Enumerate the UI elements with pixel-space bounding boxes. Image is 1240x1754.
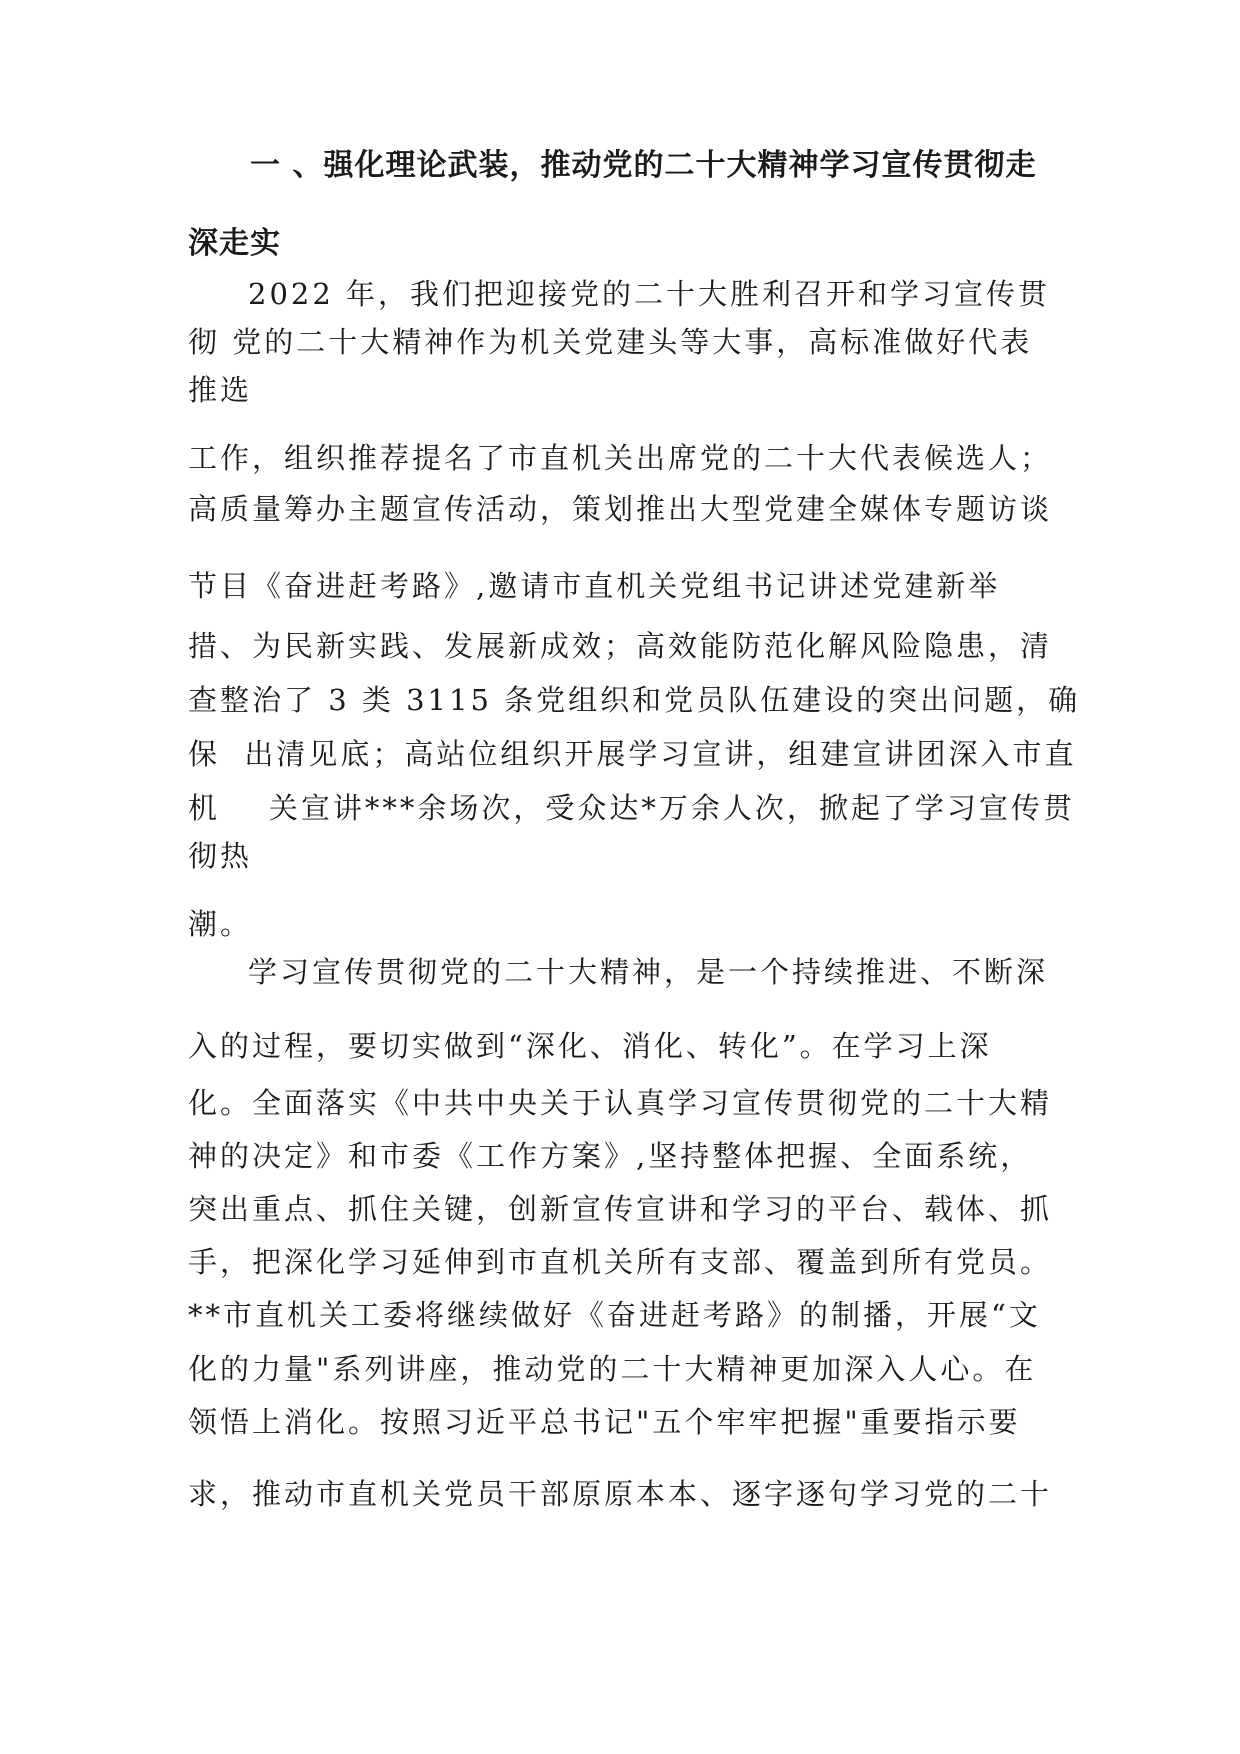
paragraph-1-line-6: 节目《奋进赶考路》,邀请市直机关党组书记讲述党建新举 bbox=[188, 569, 1001, 603]
paragraph-2-line-1: 学习宣传贯彻党的二十大精神，是一个持续推进、不断深 bbox=[248, 955, 1049, 989]
paragraph-1-line-8: 查整治了 3 类 3115 条党组织和党员队伍建设的突出问题，确 bbox=[188, 683, 1081, 717]
paragraph-2-line-6: 手，把深化学习延伸到市直机关所有支部、覆盖到所有党员。 bbox=[188, 1245, 1053, 1279]
section-heading-line-1: 一 、强化理论武装，推动党的二十大精神学习宣传贯彻走 bbox=[250, 148, 1037, 183]
paragraph-2-line-7: **市直机关工委将继续做好《奋进赶考路》的制播，开展“文 bbox=[188, 1298, 1041, 1332]
section-heading-line-2: 深走实 bbox=[188, 226, 281, 261]
paragraph-2-line-9: 领悟上消化。按照习近平总书记"五个牢牢把握"重要指示要 bbox=[188, 1405, 1021, 1439]
paragraph-2-line-5: 突出重点、抓住关键，创新宣传宣讲和学习的平台、载体、抓 bbox=[188, 1192, 1053, 1226]
paragraph-2-line-10: 求，推动市直机关党员干部原原本本、逐字逐句学习党的二十 bbox=[188, 1477, 1053, 1511]
paragraph-1-line-1: 2022 年，我们把迎接党的二十大胜利召开和学习宣传贯 bbox=[248, 277, 1051, 311]
paragraph-2-line-8: 化的力量"系列讲座，推动党的二十大精神更加深入人心。在 bbox=[188, 1352, 1037, 1386]
paragraph-1-line-9: 保 出清见底；高站位组织开展学习宣讲，组建宣讲团深入市直 bbox=[188, 737, 1077, 771]
paragraph-1-line-2: 彻 党的二十大精神作为机关党建头等大事，高标准做好代表 bbox=[188, 325, 1033, 359]
paragraph-2-line-2: 入的过程，要切实做到“深化、消化、转化”。在学习上深 bbox=[188, 1029, 992, 1063]
paragraph-1-line-7: 措、为民新实践、发展新成效；高效能防范化解风险隐患，清 bbox=[188, 629, 1053, 663]
paragraph-1-line-3: 推选 bbox=[188, 373, 253, 407]
paragraph-1-line-4: 工作，组织推荐提名了市直机关出席党的二十大代表候选人； bbox=[188, 441, 1053, 475]
paragraph-1-line-5: 高质量筹办主题宣传活动，策划推出大型党建全媒体专题访谈 bbox=[188, 492, 1053, 526]
paragraph-1-line-12: 潮。 bbox=[188, 907, 253, 941]
paragraph-1-line-11: 彻热 bbox=[188, 839, 253, 873]
paragraph-2-line-4: 神的决定》和市委《工作方案》,坚持整体把握、全面系统， bbox=[188, 1139, 1033, 1173]
paragraph-1-line-10: 机 关宣讲***余场次，受众达*万余人次，掀起了学习宣传贯 bbox=[188, 791, 1075, 825]
paragraph-2-line-3: 化。全面落实《中共中央关于认真学习宣传贯彻党的二十大精 bbox=[188, 1086, 1053, 1120]
